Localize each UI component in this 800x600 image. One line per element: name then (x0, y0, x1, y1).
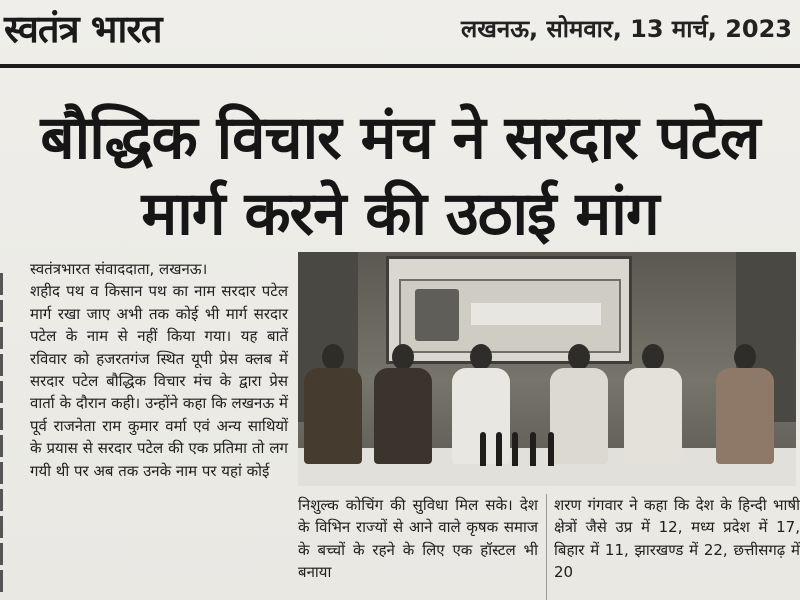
article-column-left: स्वतंत्रभारत संवाददाता, लखनऊ। शहीद पथ व किसान पथ का नाम सरदार पटेल मार्ग रखा जाए अभी तक कोई भी मार्ग सरदार पटेल के नाम से नहीं किया गया। यह बातें रविवार को हजरतगंज स्थित यूपी प्रेस क्लब में सरदार पटेल बौद्धिक विचार मंच के द्वारा प्रेस वार्ता के दौरान कही। उन्होंने कहा कि लखनऊ में पूर्व राजनेता राम कुमार वर्मा एवं अन्य साथियों के प्रयास से सरदार पटेल की एक प्रतिमा तो लग गयी थी पर अब तक उनके नाम पर यहां कोई (30, 260, 288, 480)
article-column-right: शरण गंगवार ने कहा कि देश के हिन्दी भाषी क्षेत्रों जैसे उप्र में 12, मध्य प्रदेश में 17, बिहार में 11, झारखण्ड में 22, छत्तीसगढ़ में 20 (554, 496, 800, 582)
masthead-rule (0, 64, 800, 68)
article-headline: बौद्धिक विचार मंच ने सरदार पटेल मार्ग करने की उठाई मांग (40, 103, 760, 249)
dateline: लखनऊ, सोमवार, 13 मार्च, 2023 (460, 15, 792, 43)
press-conference-photo (298, 252, 796, 486)
column-divider (546, 494, 547, 600)
adjacent-column-edge (0, 268, 14, 600)
article-column-middle: निशुल्क कोचिंग की सुविधा मिल सके। देश के विभिन राज्यों से आने वाले कृषक समाज के बच्चों के रहने के लिए एक हॉस्टल भी बनाया (298, 496, 538, 582)
masthead-logo: स्वतंत्र भारत (4, 6, 162, 51)
